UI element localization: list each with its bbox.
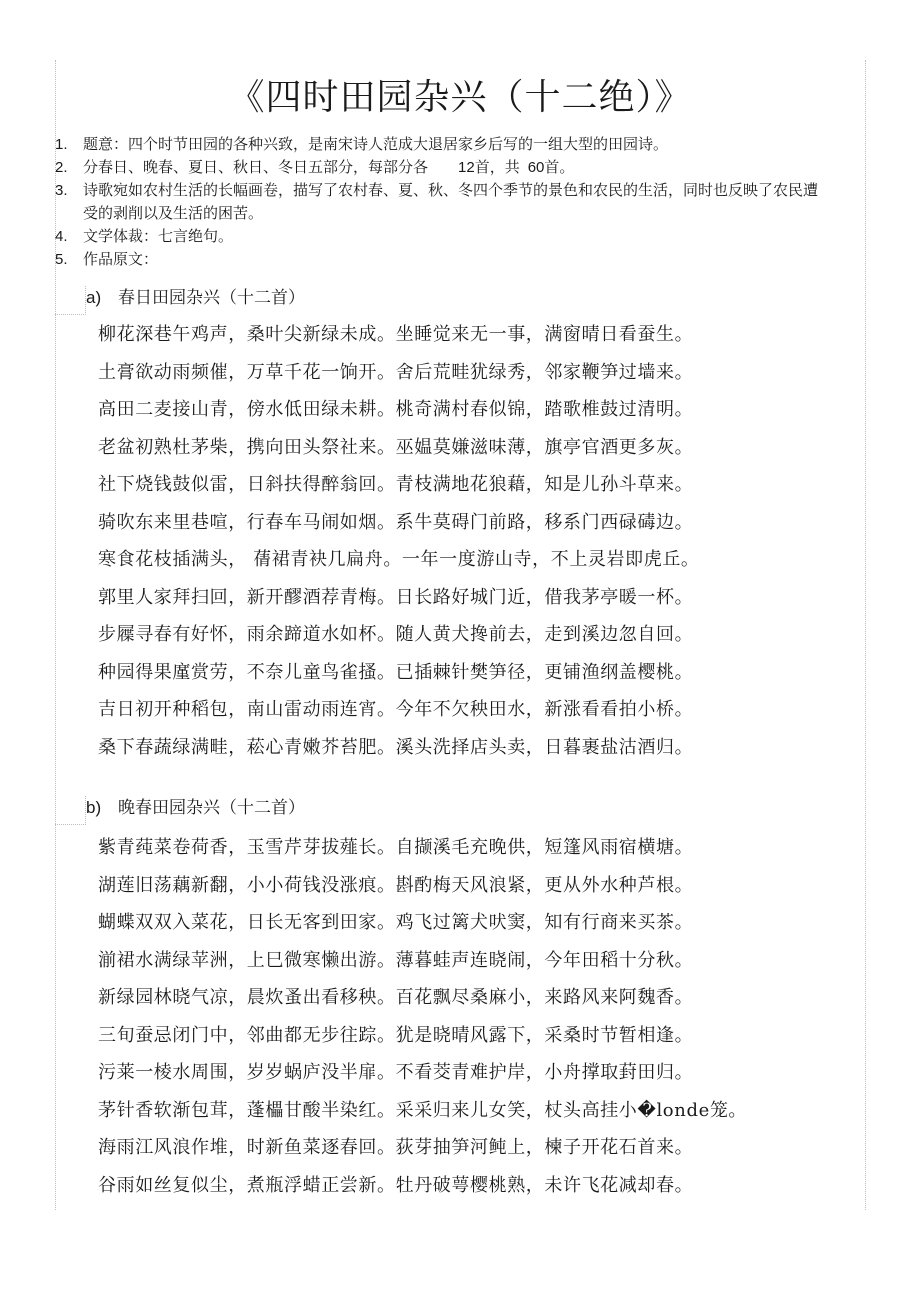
note-text: 首。	[544, 158, 575, 176]
section-title: 晚春田园杂兴（十二首）	[118, 798, 305, 818]
note-total: 60	[527, 159, 545, 176]
note-item	[55, 133, 825, 156]
note-number: 3 .	[55, 179, 68, 202]
poem-line: 骑吹东来里巷喧，行春车马闹如烟。系牛莫碍门前路，移系门西碌碡边。	[98, 511, 694, 533]
section-heading	[86, 285, 305, 311]
poem-line: 老盆初熟杜茅柴，携向田头祭社来。巫媪莫嫌滋味薄，旗亭官酒更多灰。	[98, 436, 694, 458]
note-item	[55, 179, 825, 225]
poem-line: 茅针香软渐包茸，蓬櫑甘酸半染红。采采归来儿女笑，杖头高挂小�londe笼。	[98, 1099, 748, 1121]
section-letter: a)	[86, 288, 102, 307]
poem-list-late-spring	[98, 829, 747, 1204]
poem-line: 紫青莼菜卷荷香，玉雪芹芽拔薤长。自撷溪毛充晚供，短篷风雨宿横塘。	[98, 837, 694, 858]
poem-line: 海雨江风浪作堆，时新鱼菜逐春回。荻芽抽笋河鲀上，楝子开花石首来。	[98, 1137, 694, 1158]
poem-line: 吉日初开种稻包，南山雷动雨连宵。今年不欠秧田水，新涨看看拍小桥。	[98, 699, 694, 720]
poem-line: 湔裙水满绿苹洲，上巳微寒懒出游。薄暮蛙声连晓闹，今年田稻十分秋。	[98, 949, 694, 971]
poem-line: 三旬蚕忌闭门中，邻曲都无步往踪。犹是晓晴风露下，采桑时节暂相逢。	[98, 1024, 694, 1046]
note-number: 4 .	[55, 225, 68, 248]
poem-line: 湖莲旧荡藕新翻，小小荷钱没涨痕。斟酌梅天风浪紧，更从外水种芦根。	[98, 874, 694, 896]
poem-line: 高田二麦接山青，傍水低田绿未耕。桃奇满村春似锦，踏歌椎鼓过清明。	[98, 399, 694, 420]
poem-line: 寒食花枝插满头， 蒨裙青袂几扁舟。一年一度游山寺，不上灵岩即虎丘。	[98, 549, 700, 570]
section-title: 春日田园杂兴（十二首）	[118, 288, 305, 308]
note-item	[55, 225, 825, 248]
note-count: 12	[458, 159, 475, 176]
note-text: 题意：四个时节田园的各种兴致，是南宋诗人范成大退居家乡后写的一组大型的田园诗。	[83, 135, 669, 153]
note-text: 作品原文：	[83, 250, 159, 268]
poem-line: 谷雨如丝复似尘，煮瓶浮蜡正尝新。牡丹破萼樱桃熟，未许飞花减却春。	[98, 1174, 694, 1196]
poem-line: 蝴蝶双双入菜花，日长无客到田家。鸡飞过篱犬吠窦，知有行商来买茶。	[98, 912, 694, 933]
note-text: 诗歌宛如农村生活的长幅画卷，描写了农村春、夏、秋、冬四个季节的景色和农民的生活，同时也反映了农民遭受的剥削以及生活的困苦。	[83, 181, 819, 222]
poem-line: 种园得果廑赏劳，不奈儿童鸟雀搔。已插棘针樊笋径，更铺渔纲盖樱桃。	[98, 661, 694, 683]
note-text: 文学体裁：七言绝句。	[83, 227, 234, 245]
note-number: 2 .	[55, 156, 68, 179]
poem-line: 桑下春蔬绿满畦，菘心青嫩芥苔肥。溪头洗择店头卖，日暮裹盐沽酒归。	[98, 736, 694, 758]
poem-line: 社下烧钱鼓似雷，日斜扶得醉翁回。青枝满地花狼藉，知是儿孙斗草来。	[98, 474, 694, 495]
poem-list-spring	[98, 316, 700, 766]
right-margin-line	[865, 60, 866, 1210]
note-text: 首，共	[474, 158, 520, 176]
poem-line: 步屧寻春有好怀，雨余蹄道水如杯。随人黄犬搀前去，走到溪边忽自回。	[98, 624, 694, 645]
note-number: 5 .	[55, 248, 68, 271]
note-number: 1 .	[55, 133, 68, 156]
poem-line: 污莱一棱水周围，岁岁蜗庐没半扉。不看茭青难护岸，小舟撑取葑田归。	[98, 1062, 694, 1083]
poem-line: 土膏欲动雨频催，万草千花一饷开。舍后荒畦犹绿秀，邻家鞭笋过墙来。	[98, 361, 694, 383]
page-title: 《四时田园杂兴（十二绝）》	[228, 77, 692, 118]
section-letter: b)	[86, 798, 102, 817]
note-text: 分春日、晚春、夏日、秋日、冬日五部分，每部分各	[83, 158, 429, 176]
poem-line: 新绿园林晓气凉，晨炊蚤出看移秧。百花飘尽桑麻小，来路风来阿魏香。	[98, 987, 694, 1008]
poem-line: 柳花深巷午鸡声，桑叶尖新绿未成。坐睡觉来无一事，满窗晴日看蚕生。	[98, 324, 694, 345]
note-item	[55, 156, 825, 179]
notes-list	[55, 133, 825, 271]
section-heading	[86, 795, 305, 821]
note-item	[55, 248, 825, 271]
poem-line: 郭里人家拜扫回，新开醪酒荐青梅。日长路好城门近，借我茅亭暖一杯。	[98, 586, 694, 608]
section-bracket	[55, 286, 86, 315]
section-bracket	[55, 796, 86, 825]
